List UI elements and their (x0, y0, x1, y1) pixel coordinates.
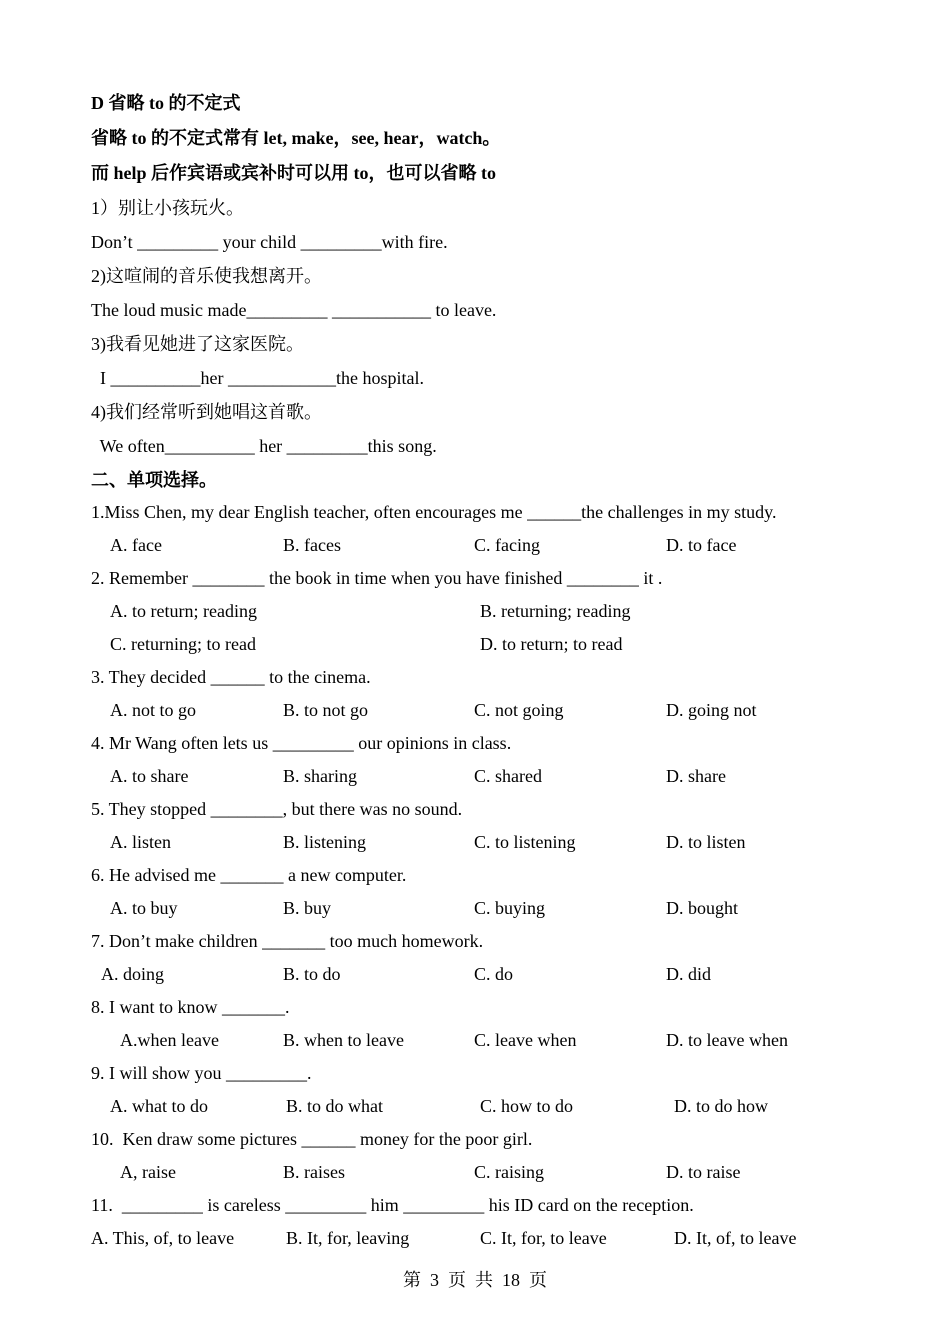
section-d-rule-2: 而 help 后作宾语或宾补时可以用 to，也可以省略 to (91, 163, 496, 183)
q4-option-c: C. shared (474, 766, 542, 786)
question-11: 11. _________ is careless _________ him _________ his ID card on the reception. (91, 1195, 694, 1215)
page-number-footer: 第 3 页 共 18 页 (403, 1270, 547, 1290)
question-6: 6. He advised me _______ a new computer. (91, 865, 407, 885)
q10-option-b: B. raises (283, 1162, 345, 1182)
question-1: 1.Miss Chen, my dear English teacher, often encourages me ______the challenges in my study. (91, 502, 777, 522)
question-8: 8. I want to know _______. (91, 997, 290, 1017)
section-d-title: D 省略 to 的不定式 (91, 93, 241, 113)
section-2-title: 二、单项选择。 (91, 470, 217, 490)
q3-option-c: C. not going (474, 700, 564, 720)
q1-option-b: B. faces (283, 535, 341, 555)
question-2: 2. Remember ________ the book in time when you have finished ________ it . (91, 568, 663, 588)
q2-option-a: A. to return; reading (110, 601, 257, 621)
q7-option-a: A. doing (101, 964, 164, 984)
q5-option-c: C. to listening (474, 832, 576, 852)
q6-option-d: D. bought (666, 898, 738, 918)
q8-option-c: C. leave when (474, 1030, 577, 1050)
q8-option-b: B. when to leave (283, 1030, 404, 1050)
question-7: 7. Don’t make children _______ too much homework. (91, 931, 484, 951)
q10-option-c: C. raising (474, 1162, 544, 1182)
q9-option-b: B. to do what (286, 1096, 383, 1116)
q7-option-c: C. do (474, 964, 514, 984)
q9-option-d: D. to do how (674, 1096, 768, 1116)
question-10: 10. Ken draw some pictures ______ money for the poor girl. (91, 1129, 533, 1149)
q8-option-a: A.when leave (120, 1030, 219, 1050)
exercise-2-english: The loud music made_________ ___________ to leave. (91, 300, 497, 320)
exercise-1-chinese: 1）别让小孩玩火。 (91, 198, 244, 218)
q5-option-a: A. listen (110, 832, 171, 852)
q8-option-d: D. to leave when (666, 1030, 788, 1050)
q4-option-a: A. to share (110, 766, 189, 786)
q4-option-d: D. share (666, 766, 726, 786)
q3-option-b: B. to not go (283, 700, 369, 720)
question-5: 5. They stopped ________, but there was no sound. (91, 799, 463, 819)
q1-option-d: D. to face (666, 535, 737, 555)
exercise-4-english: We often__________ her _________this song. (91, 436, 437, 456)
question-4: 4. Mr Wang often lets us _________ our opinions in class. (91, 733, 512, 753)
q2-option-b: B. returning; reading (480, 601, 631, 621)
q5-option-d: D. to listen (666, 832, 746, 852)
q9-option-a: A. what to do (110, 1096, 208, 1116)
question-9: 9. I will show you _________. (91, 1063, 312, 1083)
q11-option-d: D. It, of, to leave (674, 1228, 797, 1248)
exercise-4-chinese: 4)我们经常听到她唱这首歌。 (91, 402, 322, 422)
q6-option-c: C. buying (474, 898, 546, 918)
exercise-2-chinese: 2)这喧闹的音乐使我想离开。 (91, 266, 322, 286)
q7-option-d: D. did (666, 964, 711, 984)
q3-option-a: A. not to go (110, 700, 197, 720)
q6-option-b: B. buy (283, 898, 332, 918)
q6-option-a: A. to buy (110, 898, 178, 918)
section-d-rule-1: 省略 to 的不定式常有 let, make，see, hear，watch。 (91, 128, 501, 148)
q4-option-b: B. sharing (283, 766, 357, 786)
exercise-1-english: Don’t _________ your child _________with fire. (91, 232, 448, 252)
q2-option-d: D. to return; to read (480, 634, 623, 654)
q9-option-c: C. how to do (480, 1096, 574, 1116)
q11-option-a: A. This, of, to leave (91, 1228, 235, 1248)
q1-option-a: A. face (110, 535, 162, 555)
q5-option-b: B. listening (283, 832, 367, 852)
q1-option-c: C. facing (474, 535, 540, 555)
q10-option-a: A, raise (120, 1162, 176, 1182)
q3-option-d: D. going not (666, 700, 757, 720)
q11-option-b: B. It, for, leaving (286, 1228, 410, 1248)
question-3: 3. They decided ______ to the cinema. (91, 667, 371, 687)
exercise-3-chinese: 3)我看见她进了这家医院。 (91, 334, 304, 354)
q2-option-c: C. returning; to read (110, 634, 256, 654)
q10-option-d: D. to raise (666, 1162, 741, 1182)
q7-option-b: B. to do (283, 964, 341, 984)
q11-option-c: C. It, for, to leave (480, 1228, 607, 1248)
exercise-3-english: I __________her ____________the hospital. (91, 368, 424, 388)
